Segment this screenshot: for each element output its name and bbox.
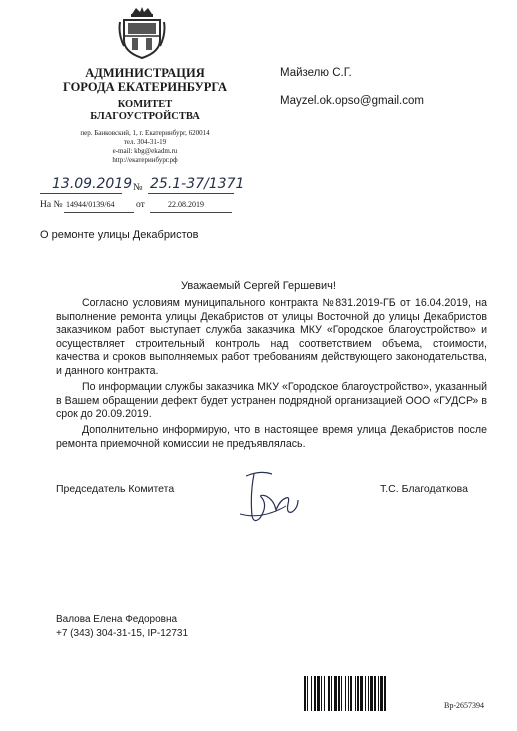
reference-label: На № (40, 200, 63, 210)
org-site: http://екатеринбург.рф (112, 156, 178, 164)
recipient-email: Mayzel.ok.opso@gmail.com (280, 95, 424, 107)
ref-date-underline (150, 212, 232, 213)
registration-date: 13.09.2019 (52, 176, 133, 192)
dept-line-1: КОМИТЕТ (117, 99, 173, 110)
signer-name: Т.С. Благодаткова (380, 483, 468, 495)
org-address: пер. Банковский, 1, г. Екатеринбург, 620014 (80, 129, 210, 137)
reference-from-label: от (136, 200, 145, 210)
org-email: e-mail: kbg@ekadm.ru (112, 147, 178, 155)
paragraph-1-text: Согласно условиям муниципального контракта №831.2019-ГБ от 16.04.2019, на выполнение ремонта улицы Декабристов от улицы Восточной до улицы Декабристов заказчиком работ выступает служба заказчика МКУ «Городское благоустройство» и осуществляет строительный контроль над соответствием объема, стоимости, качества и сроков выполняемых работ требованиям действующего законодательства, и данного контракта. (56, 297, 487, 377)
org-name (40, 66, 250, 94)
registration-number-label: № (133, 182, 143, 193)
registration-number: 25.1-37/1371 (150, 176, 245, 192)
paragraph-2 (56, 381, 487, 422)
paragraph-3-text: Дополнительно информирую, что в настоящее время улица Декабристов после ремонта приемочной комиссии не предъявлялась. (56, 424, 487, 450)
paragraph-3 (56, 424, 487, 451)
handwritten-signature (232, 468, 312, 528)
greeting: Уважаемый Сергей Гершевич! (181, 280, 336, 292)
reference-number: 14944/0139/64 (66, 200, 115, 209)
document-code: Вр-2657394 (444, 701, 484, 710)
number-underline (148, 193, 234, 194)
coat-of-arms-icon (118, 6, 166, 60)
recipient-name: Майзелю С.Г. (280, 67, 352, 79)
org-line-1: АДМИНИСТРАЦИЯ (85, 66, 205, 80)
org-contacts (40, 129, 250, 165)
paragraph-2-text: По информации службы заказчика МКУ «Городское благоустройство», указанный в Вашем обращении дефект будет устранен подрядной организацией ООО «ГУДСР» в срок до 20.09.2019. (56, 381, 487, 420)
org-phone: тел. 304-31-19 (123, 138, 167, 146)
executor-phone: +7 (343) 304-31-15, IP-12731 (56, 628, 189, 639)
reference-date: 22.08.2019 (168, 200, 204, 209)
date-underline (40, 193, 122, 194)
dept-line-2: БЛАГОУСТРОЙСТВА (90, 111, 200, 122)
org-line-2: ГОРОДА ЕКАТЕРИНБУРГА (62, 80, 228, 94)
barcode (304, 676, 436, 711)
ref-number-underline (64, 212, 134, 213)
executor-name: Валова Елена Федоровна (56, 614, 178, 625)
signer-title: Председатель Комитета (56, 483, 175, 495)
paragraph-1 (56, 297, 487, 378)
subject-line: О ремонте улицы Декабристов (40, 229, 199, 241)
dept-name (40, 99, 250, 123)
